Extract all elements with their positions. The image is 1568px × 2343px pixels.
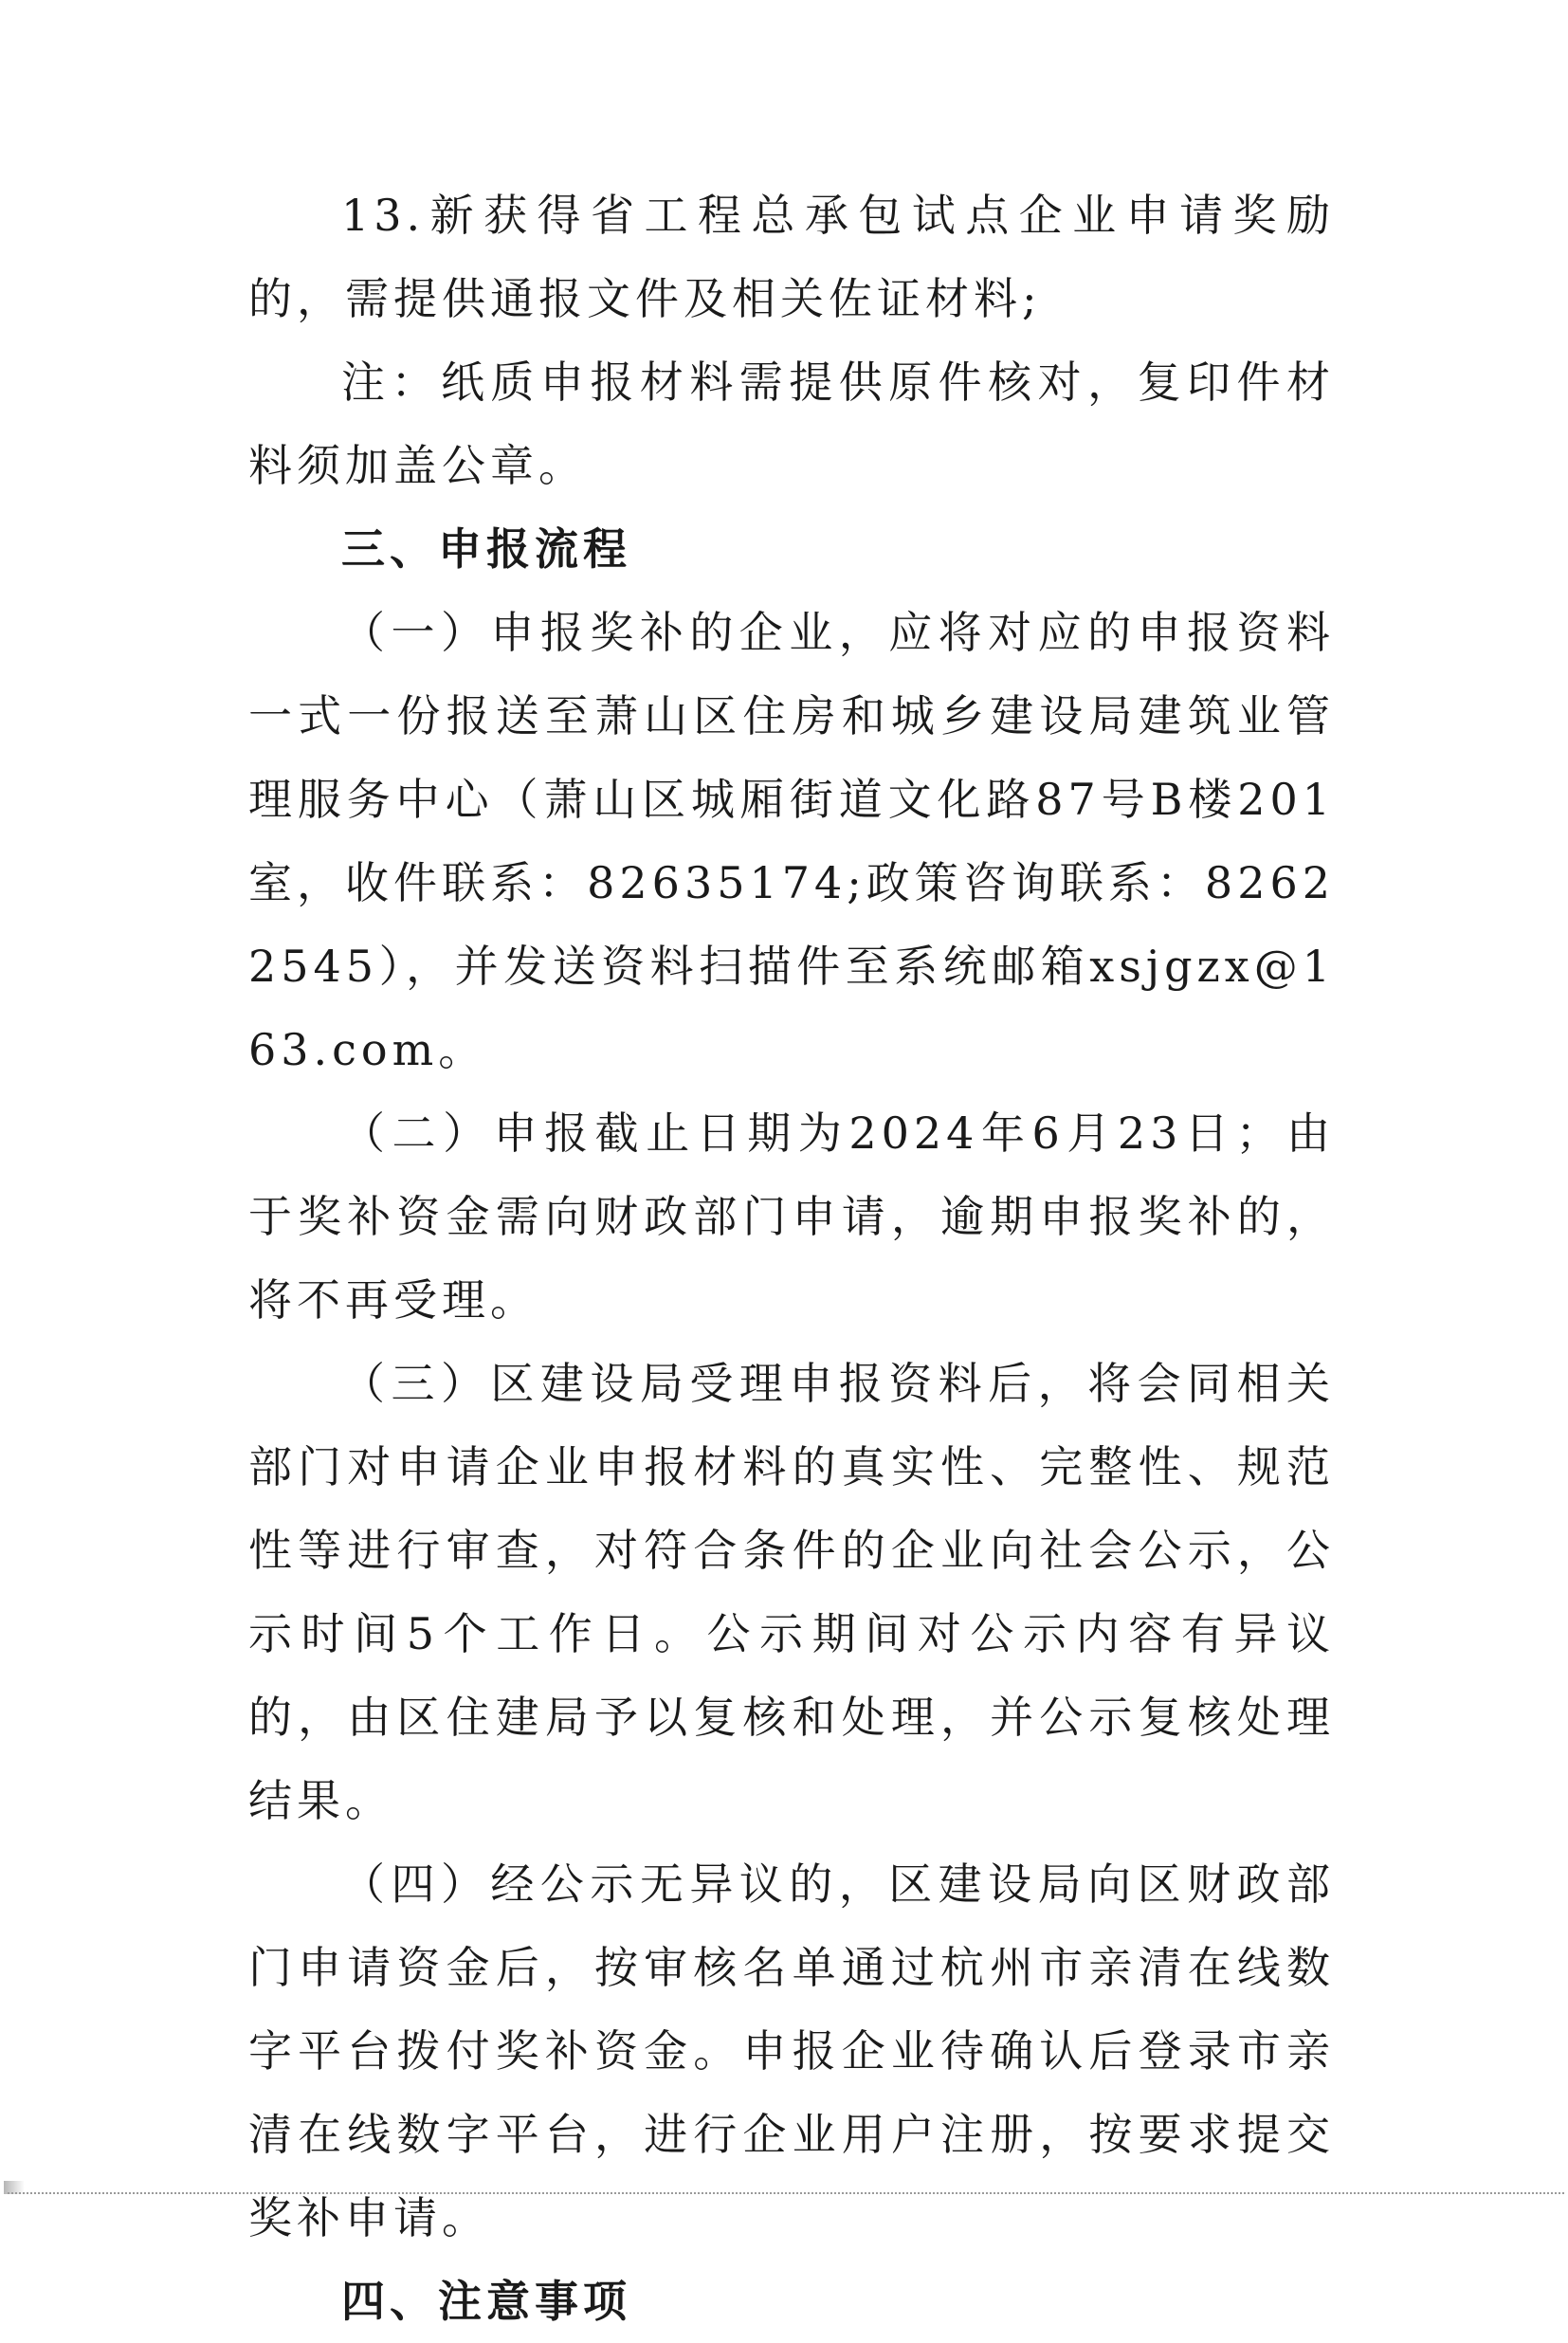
note-paragraph: 注：纸质申报材料需提供原件核对，复印件材料须加盖公章。: [248, 357, 1335, 491]
scan-bottom-line: [8, 2192, 1564, 2194]
section-heading-notes: 四、注意事项: [341, 2276, 631, 2327]
item-13-paragraph: 13.新获得省工程总承包试点企业申请奖励的，需提供通报文件及相关佐证材料;: [248, 190, 1335, 324]
process-step-4-paragraph: （四）经公示无异议的，区建设局向区财政部门申请资金后，按审核名单通过杭州市亲清在线数字平台拨付奖补资金。申报企业待确认后登录市亲清在线数字平台，进行企业用户注册，按要求提交奖补申请。: [248, 1858, 1335, 2243]
process-step-3-paragraph: （三）区建设局受理申报资料后，将会同相关部门对申请企业申报材料的真实性、完整性、规范性等进行审查，对符合条件的企业向社会公示，公示时间5个工作日。公示期间对公示内容有异议的，由区住建局予以复核和处理，并公示复核处理结果。: [248, 1358, 1335, 1826]
process-step-2-paragraph: （二）申报截止日期为2024年6月23日；由于奖补资金需向财政部门申请，逾期申报奖补的，将不再受理。: [248, 1107, 1335, 1326]
process-step-1-paragraph: （一）申报奖补的企业，应将对应的申报资料一式一份报送至萧山区住房和城乡建设局建筑业管理服务中心（萧山区城厢街道文化路87号B楼201室，收件联系：82635174;政策咨询联系：82622545），并发送资料扫描件至系统邮箱xsjgzx@163.com。: [248, 607, 1335, 1075]
document-body: [248, 174, 1335, 2343]
section-heading-application-process: 三、申报流程: [341, 523, 631, 575]
